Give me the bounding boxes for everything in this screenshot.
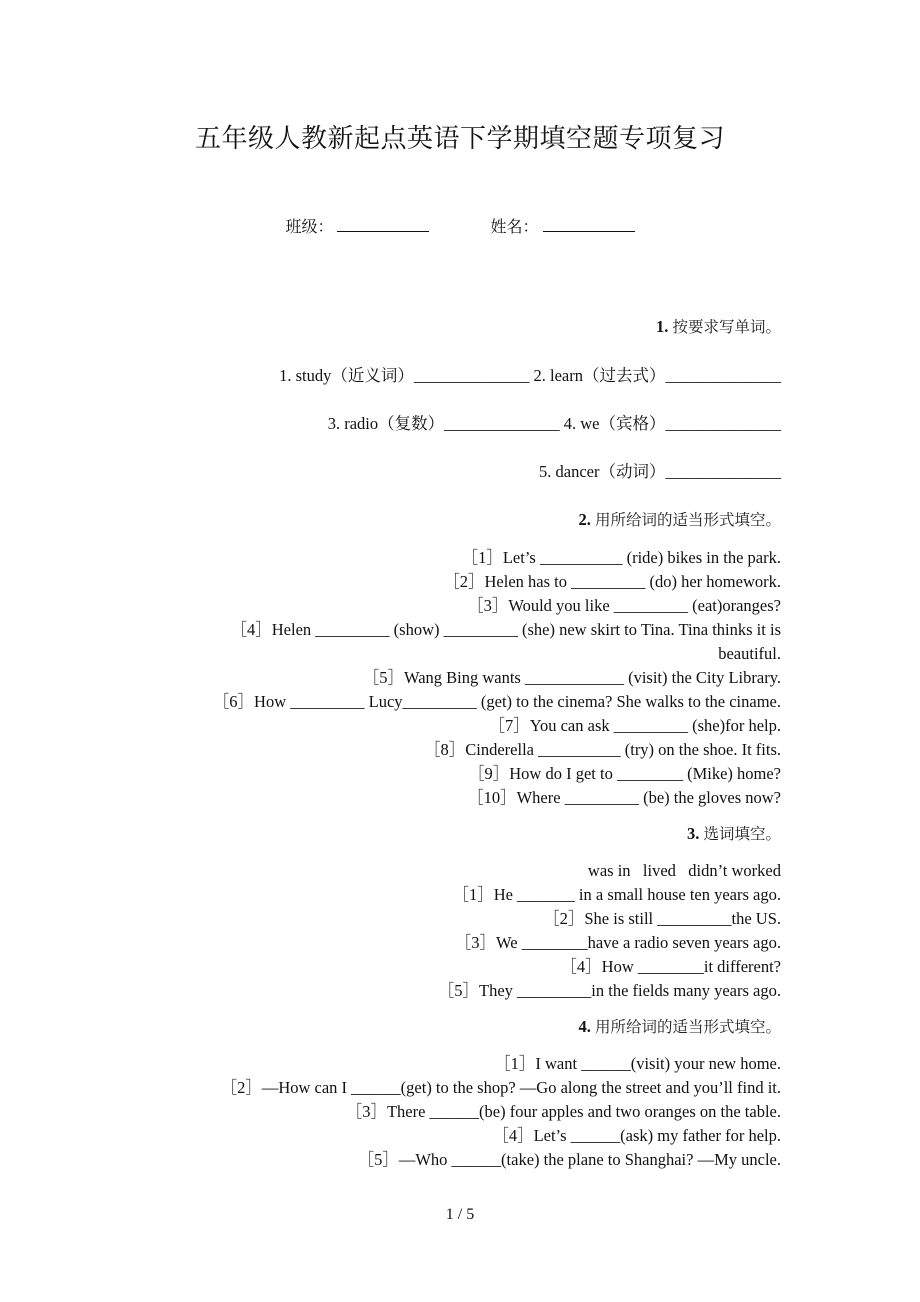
question-line: ［4］Helen _________ (show) _________ (she) new skirt to Tina. Tina thinks it is xyxy=(230,620,781,639)
page-title: 五年级人教新起点英语下学期填空题专项复习 xyxy=(194,124,725,154)
question-line: 5. dancer（动词）______________ xyxy=(539,462,781,481)
class-label: 班级： xyxy=(285,217,334,236)
section-4-heading: 4. 用所给词的适当形式填空。 xyxy=(578,1017,781,1036)
question-line: ［8］Cinderella __________ (try) on the shoe. It fits. xyxy=(424,740,781,759)
question-line: ［4］How ________it different? xyxy=(560,957,781,976)
class-blank xyxy=(337,215,429,232)
name-blank xyxy=(543,215,635,232)
question-line: ［5］—Who ______(take) the plane to Shanghai? —My uncle. xyxy=(357,1150,781,1169)
question-line-continued: beautiful. xyxy=(718,644,781,663)
class-field xyxy=(285,214,429,237)
question-line: ［1］I want ______(visit) your new home. xyxy=(494,1054,781,1073)
question-line: ［10］Where _________ (be) the gloves now? xyxy=(467,788,781,807)
question-line: ［3］We ________have a radio seven years ago. xyxy=(454,933,781,952)
question-line: ［1］Let’s __________ (ride) bikes in the park. xyxy=(461,548,781,567)
section-1-heading: 1. 按要求写单词。 xyxy=(655,317,781,336)
question-line: ［2］—How can I ______(get) to the shop? —Go along the street and you’ll find it. xyxy=(220,1078,781,1097)
question-line: ［2］Helen has to _________ (do) her homework. xyxy=(443,572,781,591)
question-line: ［3］Would you like _________ (eat)oranges? xyxy=(467,596,781,615)
page-number: 1 / 5 xyxy=(445,1206,475,1223)
question-line: 3. radio（复数）______________ 4. we（宾格）______________ xyxy=(327,414,781,433)
name-label: 姓名： xyxy=(490,217,539,236)
section-3-heading: 3. 选词填空。 xyxy=(686,824,781,843)
word-bank: was in lived didn’t worked xyxy=(587,861,781,880)
question-line: ［3］There ______(be) four apples and two oranges on the table. xyxy=(345,1102,781,1121)
student-info xyxy=(0,214,920,237)
question-line: 1. study（近义词）______________ 2. learn（过去式）______________ xyxy=(279,366,781,385)
section-2-heading: 2. 用所给词的适当形式填空。 xyxy=(578,510,781,529)
question-line: ［9］How do I get to ________ (Mike) home? xyxy=(468,764,781,783)
question-line: ［2］She is still _________the US. xyxy=(543,909,781,928)
question-line: ［5］Wang Bing wants ____________ (visit) the City Library. xyxy=(362,668,781,687)
question-line: ［5］They _________in the fields many years ago. xyxy=(437,981,781,1000)
question-line: ［4］Let’s ______(ask) my father for help. xyxy=(492,1126,781,1145)
question-line: ［1］He _______ in a small house ten years ago. xyxy=(452,885,781,904)
question-line: ［7］You can ask _________ (she)for help. xyxy=(488,716,781,735)
question-line: ［6］How _________ Lucy_________ (get) to the cinema? She walks to the ciname. xyxy=(212,692,781,711)
name-field xyxy=(491,214,635,237)
